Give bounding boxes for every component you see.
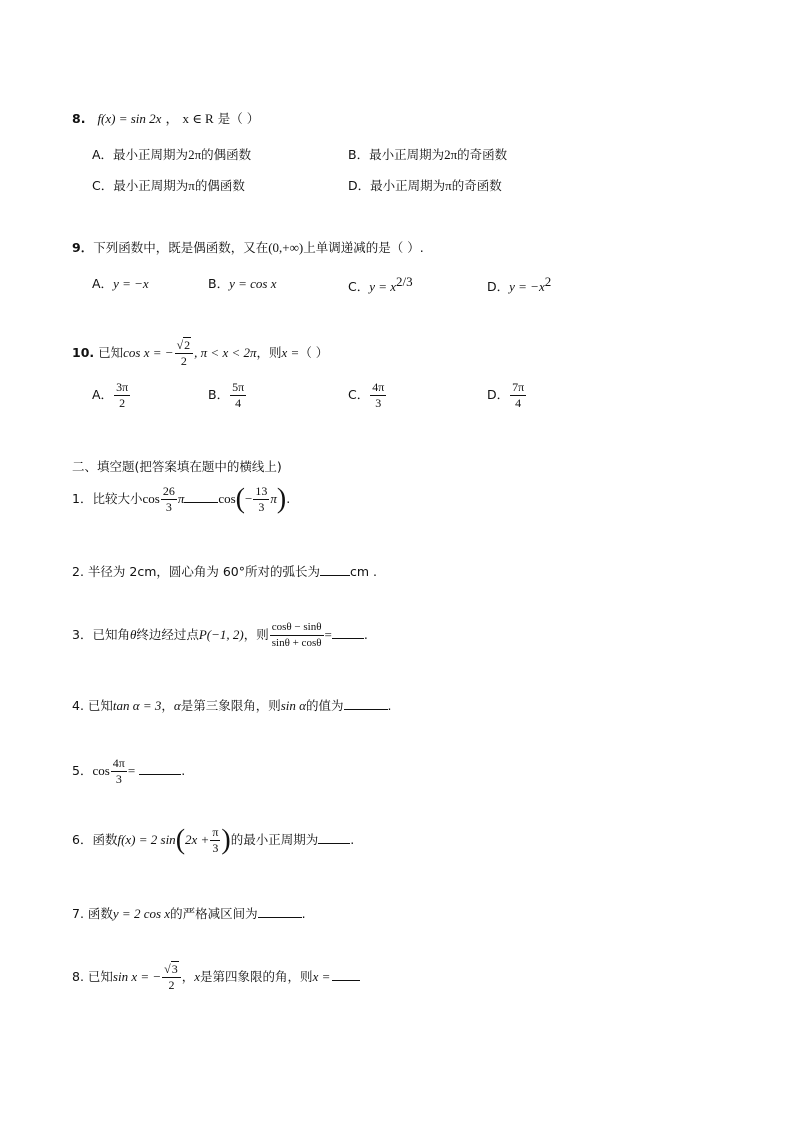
answer-blank[interactable] xyxy=(258,905,302,918)
question-text: 比较大小 xyxy=(92,491,143,506)
question-text: 终边经过点 xyxy=(136,627,199,642)
option-expression: y = −x xyxy=(113,276,149,291)
math-expression: tan α = 3 xyxy=(112,698,162,713)
fraction: $\frac{√3}{2}$ xyxy=(162,962,181,993)
question-text: 的严格减区间为 xyxy=(170,906,258,921)
question-text: 是第三象限角，则 xyxy=(180,698,281,713)
option-label: A． xyxy=(92,387,114,402)
option-b[interactable] xyxy=(348,145,507,163)
fraction: $\frac{4\pi}{3}$ xyxy=(112,756,125,786)
period-mark: . xyxy=(350,832,355,847)
option-d[interactable] xyxy=(348,176,502,194)
question-tail: （ ） xyxy=(299,345,329,360)
period-mark: . xyxy=(387,698,392,713)
question-text: 的最小正周期为 xyxy=(230,832,319,847)
equals-sign: = xyxy=(324,627,332,642)
option-label: B． xyxy=(208,387,230,402)
answer-blank[interactable] xyxy=(139,762,181,775)
option-expression: y = −x xyxy=(509,279,545,295)
option-label: A． xyxy=(92,276,114,291)
option-a[interactable] xyxy=(92,380,131,411)
fill-question-4 xyxy=(72,696,391,714)
option-label: B． xyxy=(208,276,230,291)
option-a[interactable] xyxy=(92,145,251,163)
option-label: D． xyxy=(487,279,510,295)
domain-expression: x ∈ R xyxy=(182,111,214,126)
period-mark: . xyxy=(181,763,186,778)
question-number: 8. xyxy=(72,111,86,126)
answer-blank[interactable] xyxy=(184,490,218,503)
variable: x xyxy=(194,969,201,984)
fill-question-5 xyxy=(72,756,185,787)
fill-question-2 xyxy=(72,562,377,580)
option-d[interactable] xyxy=(487,274,551,295)
option-desc: 的奇函数 xyxy=(451,178,502,193)
option-b[interactable] xyxy=(208,274,276,292)
option-label: C． xyxy=(348,387,370,402)
option-expression: y = cos x xyxy=(229,276,277,291)
option-label: C．最小正周期为 xyxy=(92,178,189,193)
option-a[interactable] xyxy=(92,274,149,292)
condition: , π < x < 2π xyxy=(194,345,257,360)
question-text: 是第四象限的角，则 xyxy=(200,969,313,984)
option-label: B．最小正周期为 xyxy=(348,147,445,162)
equals-sign: = xyxy=(127,763,136,778)
equals-sign: x = xyxy=(312,969,331,984)
question-10 xyxy=(72,338,328,369)
option-label: C． xyxy=(348,279,370,295)
alpha-symbol: α xyxy=(173,698,181,713)
separator: ， xyxy=(161,698,174,713)
question-text: 4. 已知 xyxy=(72,698,113,713)
question-9 xyxy=(72,238,424,256)
math-expression: sin x = − xyxy=(112,969,162,984)
option-c[interactable] xyxy=(348,380,387,411)
option-desc: 的奇函数 xyxy=(457,147,508,162)
option-fraction: $\frac{7\pi}{4}$ xyxy=(512,380,525,410)
question-text: ，则 xyxy=(256,345,282,360)
section-heading: 二、填空题(把答案填在题中的横线上) xyxy=(72,459,282,474)
fraction: $\frac{\cos\theta - \sin\theta}{\sin\theta + \cos\theta}$ xyxy=(271,621,322,649)
fraction: $\frac{26}{3}$ xyxy=(162,484,175,514)
question-text: 3．已知角 xyxy=(72,627,130,642)
question-text: 的值为 xyxy=(305,698,344,713)
question-text: 已知 xyxy=(98,345,124,360)
math-expression: f(x) = 2 sin xyxy=(117,832,176,847)
question-number: 1． xyxy=(72,491,93,506)
answer-blank[interactable] xyxy=(320,563,350,576)
cos-function: cos xyxy=(218,491,236,506)
fill-question-6: 6．函数f(x) = 2 sin(2x + $\frac{\pi}{3}$ )的最小正周期为 . xyxy=(72,824,355,856)
function-expression: f(x) = sin 2x xyxy=(97,111,162,126)
point-expression: P(−1, 2) xyxy=(198,627,244,642)
option-period: 2π xyxy=(188,147,202,162)
option-fraction: $\frac{3\pi}{2}$ xyxy=(116,380,129,410)
option-expression: y = x xyxy=(369,279,397,295)
math-expression: cos x = − xyxy=(123,345,174,360)
answer-blank[interactable] xyxy=(332,626,364,639)
option-period: π xyxy=(188,178,195,193)
separator: ， xyxy=(181,969,195,984)
variable: x = xyxy=(281,345,300,360)
option-label: A．最小正周期为 xyxy=(92,147,189,162)
question-text: ，则 xyxy=(243,627,269,642)
cos-function: cos xyxy=(92,763,110,778)
math-expression: sin α xyxy=(280,698,306,713)
option-d[interactable] xyxy=(487,380,527,411)
period-mark: . xyxy=(301,906,306,921)
math-expression: 2x + xyxy=(185,832,210,847)
question-8: 8. f(x) = sin 2x ， x ∈ R 是（ ） xyxy=(72,111,260,126)
option-label: D． xyxy=(487,387,510,402)
question-number: 10. xyxy=(72,345,95,360)
option-c[interactable] xyxy=(92,176,245,194)
fill-question-8 xyxy=(72,962,360,993)
interval: (0,+∞) xyxy=(268,240,304,255)
option-desc: 的偶函数 xyxy=(201,147,252,162)
option-fraction: $\frac{4\pi}{3}$ xyxy=(372,380,385,410)
question-number: 5． xyxy=(72,763,93,778)
pi-symbol: π xyxy=(177,491,185,506)
question-text-end: cm . xyxy=(350,564,378,579)
fill-question-3 xyxy=(72,620,368,651)
question-text: 8. 已知 xyxy=(72,969,113,984)
question-number: 9． xyxy=(72,240,94,255)
question-text: 下列函数中，既是偶函数，又在 xyxy=(93,240,269,255)
fraction: $\frac{√2}{2}$ xyxy=(175,338,194,369)
answer-blank[interactable] xyxy=(332,968,360,981)
period-mark: . xyxy=(286,491,291,506)
exponent: 2 xyxy=(544,274,552,289)
option-label: D．最小正周期为 xyxy=(348,178,446,193)
answer-blank[interactable] xyxy=(318,831,350,844)
question-text: 6．函数 xyxy=(72,832,118,847)
question-text: 7. 函数 xyxy=(72,906,113,921)
fraction: $\frac{13}{3}$ xyxy=(255,484,268,514)
fill-question-1: 1．比较大小cos $\frac{26}{3}$ π cos(− $\frac{13}{3}$ π). xyxy=(72,483,291,515)
fill-question-7 xyxy=(72,904,306,922)
option-period: π xyxy=(445,178,452,193)
math-expression: y = 2 cos x xyxy=(112,906,171,921)
option-c[interactable] xyxy=(348,274,413,295)
question-text: 2. 半径为 2cm，圆心角为 60°所对的弧长为 xyxy=(72,564,321,579)
option-b[interactable] xyxy=(208,380,247,411)
option-period: 2π xyxy=(444,147,458,162)
cos-function: cos xyxy=(142,491,160,506)
period-mark: . xyxy=(363,627,368,642)
option-fraction: $\frac{5\pi}{4}$ xyxy=(232,380,245,410)
option-desc: 的偶函数 xyxy=(194,178,245,193)
pi-symbol: π xyxy=(270,491,277,506)
question-text-end: 上单调递减的是（ ）. xyxy=(303,240,424,255)
answer-blank[interactable] xyxy=(344,697,388,710)
theta-symbol: θ xyxy=(129,627,137,642)
question-tail: 是（ ） xyxy=(217,111,260,126)
exponent: 2/3 xyxy=(396,274,413,289)
fraction: $\frac{\pi}{3}$ xyxy=(212,825,219,855)
